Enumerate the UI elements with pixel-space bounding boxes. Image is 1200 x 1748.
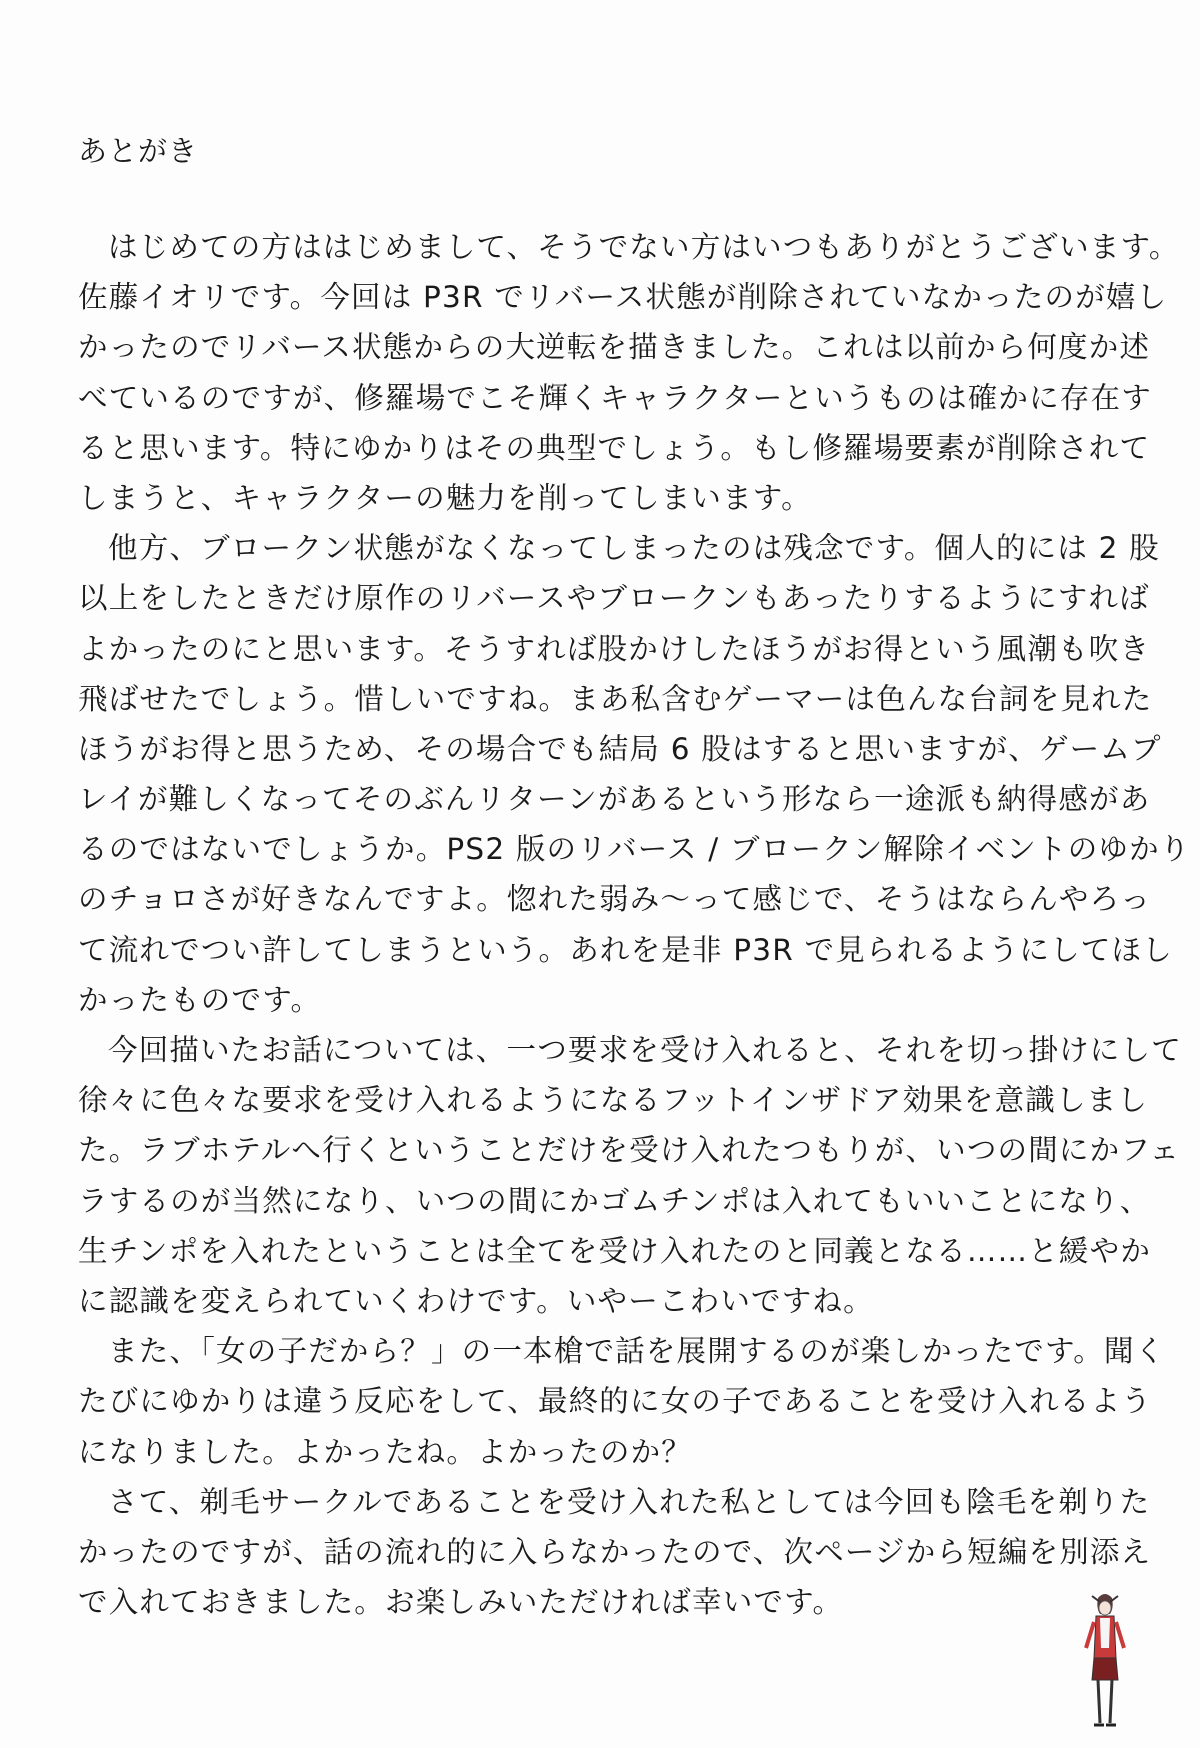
text-line: に認識を変えられていくわけです。いやーこわいですね。 xyxy=(78,1283,874,1318)
text-line: べているのですが、修羅場でこそ輝くキャラクターというものは確かに存在す xyxy=(78,380,1152,415)
text-line: になりました。よかったね。よかったのか？ xyxy=(78,1434,693,1469)
text-line: かったのでリバース状態からの大逆転を描きました。これは以前から何度か述 xyxy=(78,330,1151,365)
text-line: かったのですが、話の流れ的に入らなかったので、次ページから短編を別添え xyxy=(78,1534,1152,1569)
text-line: 生チンポを入れたということは全てを受け入れたのと同義となる……と緩やか xyxy=(78,1233,1152,1268)
text-line: ると思います。特にゆかりはその典型でしょう。もし修羅場要素が削除されて xyxy=(78,430,1151,465)
text-line: で入れておきました。お楽しみいただければ幸いです。 xyxy=(78,1585,844,1620)
text-line: 以上をしたときだけ原作のリバースやブロークンもあったりするようにすれば xyxy=(78,581,1150,616)
text-line: ほうがお得と思うため、その場合でも結局 6 股はすると思いますが、ゲームプ xyxy=(78,731,1162,766)
text-line: レイが難しくなってそのぶんリターンがあるという形なら一途派も納得感があ xyxy=(78,782,1151,817)
text-line: ラするのが当然になり、いつの間にかゴムチンポは入れてもいいことになり、 xyxy=(78,1183,1151,1218)
text-line: のチョロさが好きなんですよ。惚れた弱み～って感じで、そうはならんやろっ xyxy=(78,882,1152,917)
text-line: かったものです。 xyxy=(78,982,322,1017)
text-line: 飛ばせたでしょう。惜しいですね。まあ私含むゲーマーは色んな台詞を見れた xyxy=(78,681,1153,716)
text-line: 他方、ブロークン状態がなくなってしまったのは残念です。個人的には 2 股 xyxy=(108,531,1160,566)
text-line: よかったのにと思います。そうすれば股かけしたほうがお得という風潮も吹き xyxy=(78,631,1151,666)
text-line: また、「女の子だから？」の一本槍で話を展開するのが楽しかったです。聞く xyxy=(108,1334,1166,1369)
afterword-body xyxy=(78,222,1191,1627)
text-line: たびにゆかりは違う反応をして、最終的に女の子であることを受け入れるよう xyxy=(78,1384,1152,1419)
text-line: て流れでつい許してしまうという。あれを是非 P3R で見られるようにしてほし xyxy=(78,932,1173,967)
text-line: るのではないでしょうか。PS2 版のリバース / ブロークン解除イベントのゆかり xyxy=(78,832,1191,867)
text-line: さて、剃毛サークルであることを受け入れた私としては今回も陰毛を剃りた xyxy=(108,1484,1151,1519)
text-line: 徐々に色々な要求を受け入れるようになるフットインザドア効果を意識しまし xyxy=(78,1083,1149,1118)
text-line: 佐藤イオリです。今回は P3R でリバース状態が削除されていなかったのが嬉し xyxy=(78,280,1168,315)
text-line: た。ラブホテルへ行くということだけを受け入れたつもりが、いつの間にかフェ xyxy=(78,1133,1181,1168)
text-line: 今回描いたお話については、一つ要求を受け入れると、それを切っ掛けにして xyxy=(108,1033,1182,1067)
text-line: しまうと、キャラクターの魅力を削ってしまいます。 xyxy=(78,480,812,515)
page-title: あとがき xyxy=(78,134,199,168)
character-illustration xyxy=(1080,1588,1130,1738)
text-line: はじめての方ははじめまして、そうでない方はいつもありがとうございます。 xyxy=(108,230,1180,264)
